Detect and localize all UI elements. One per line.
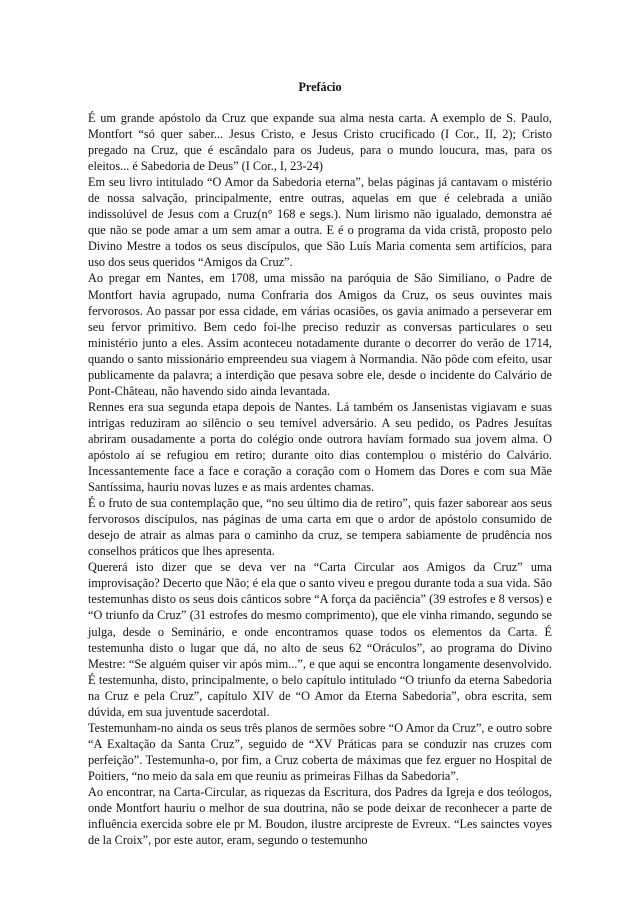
paragraph-1: É um grande apóstolo da Cruz que expande sua alma nesta carta. A exemplo de S. Paulo, Montfort “só quer saber... Jesus Cristo, e Jesus Cristo crucificado (I Cor., II, 2); Cristo pregado na Cruz, que é escândalo para os Judeus, para o mundo loucura, mas, para os eleitos... é Sabedoria de Deus” (I Cor., I, 23-24) — [88, 111, 552, 174]
page-title: Prefácio — [298, 80, 342, 94]
paragraph-7: Testemunham-no ainda os seus três planos de sermões sobre “O Amor da Cruz”, e outro sobre “A Exaltação da Santa Cruz”, seguido de “XV Práticas para se conduzir nas cruzes com perfeição”. Testemunha-o, por fim, a Cruz coberta de máximas que fez erguer no Hospital de Poitiers, “no meio da sala em que reuniu as primeiras Filhas da Sabedoria”. — [88, 720, 552, 783]
document-body — [88, 110, 552, 848]
document-page — [88, 0, 552, 848]
paragraph-3: Ao pregar em Nantes, em 1708, uma missão na paróquia de São Similiano, o Padre de Montfort havia agrupado, numa Confraria dos Amigos da Cruz, os seus ouvintes mais fervorosos. Ao passar por essa cidade, em várias ocasiões, os gavia animado a perseverar em seu fervor primitivo. Bem cedo foi-lhe preciso reduzir as conversas particulares o seu ministério junto a eles. Assim aconteceu notadamente durante o decorrer do verão de 1714, quando o santo missionário empreendeu sua viagem à Normandia. Não pôde com efeito, usar publicamente da palavra; a interdição que pesava sobre ele, desde o incidente do Calvário de Pont-Château, não havendo sido ainda levantada. — [88, 271, 552, 398]
paragraph-2: Em seu livro intitulado “O Amor da Sabedoria eterna”, belas páginas já cantavam o mistério de nossa salvação, principalmente, entre outras, aquelas em que é celebrada a união indissolúvel de Jesus com a Cruz(n° 168 e segs.). Num lirismo não igualado, demonstra aé que não se pode amar a um sem amar a outra. E é o programa da vida cristã, proposto pelo Divino Mestre a todos os seus discípulos, que São Luís Maria comenta sem artifícios, para uso dos seus queridos “Amigos da Cruz”. — [88, 175, 552, 270]
paragraph-5: É o fruto de sua contemplação que, “no seu último dia de retiro”, quis fazer saborear aos seus fervorosos discípulos, nas páginas de uma carta em que o ardor de apóstolo consumido de desejo de atrair as almas para o caminho da cruz, se tempera sabiamente de prudência nos conselhos práticos que lhes apresenta. — [88, 496, 552, 559]
paragraph-8: Ao encontrar, na Carta-Circular, as riquezas da Escritura, dos Padres da Igreja e dos teólogos, onde Montfort hauriu o melhor de sua doutrina, não se pode deixar de reconhecer a parte de influência exercida sobre ele pr M. Boudon, ilustre arcipreste de Evreux. “Les sainctes voyes de la Croix”, por este autor, eram, segundo o testemunho — [88, 784, 552, 848]
paragraph-6: Quererá isto dizer que se deva ver na “Carta Circular aos Amigos da Cruz” uma improvisação? Decerto que Não; é ela que o santo viveu e pregou durante toda a sua vida. São testemunhas disto os seus dois cânticos sobre “A força da paciência” (39 estrofes e 8 versos) e “O triunfo da Cruz” (31 estrofes do mesmo comprimento), que ele vinha rimando, segundo se julga, desde o Seminário, e onde encontramos quase todos os elementos da Carta. É testemunha disto o lugar que dá, no alto de seus 62 “Oráculos”, ao programa do Divino Mestre: “Se alguém quiser vir após mim...”, e que aqui se encontra longamente desenvolvido. É testemunha, disto, principalmente, o belo capítulo intitulado “O triunfo da eterna Sabedoria na Cruz e pela Cruz”, capítulo XIV de “O Amor da Eterna Sabedoria”, obra escrita, sem dúvida, em sua juventude sacerdotal. — [88, 560, 552, 719]
paragraph-4: Rennes era sua segunda etapa depois de Nantes. Lá também os Jansenistas vigiavam e suas intrigas reduziram ao silêncio o seu temível adversário. A seu pedido, os Padres Jesuítas abriram ousadamente a porta do colégio onde outrora havíam formado sua jovem alma. O apóstolo aí se refugiou em retiro; durante oito dias contemplou o mistério do Calvário. Incessantemente face a face e coração a coração com o Homem das Dores e com sua Mãe Santíssima, hauriu novas luzes e as mais ardentes chamas. — [88, 399, 552, 495]
